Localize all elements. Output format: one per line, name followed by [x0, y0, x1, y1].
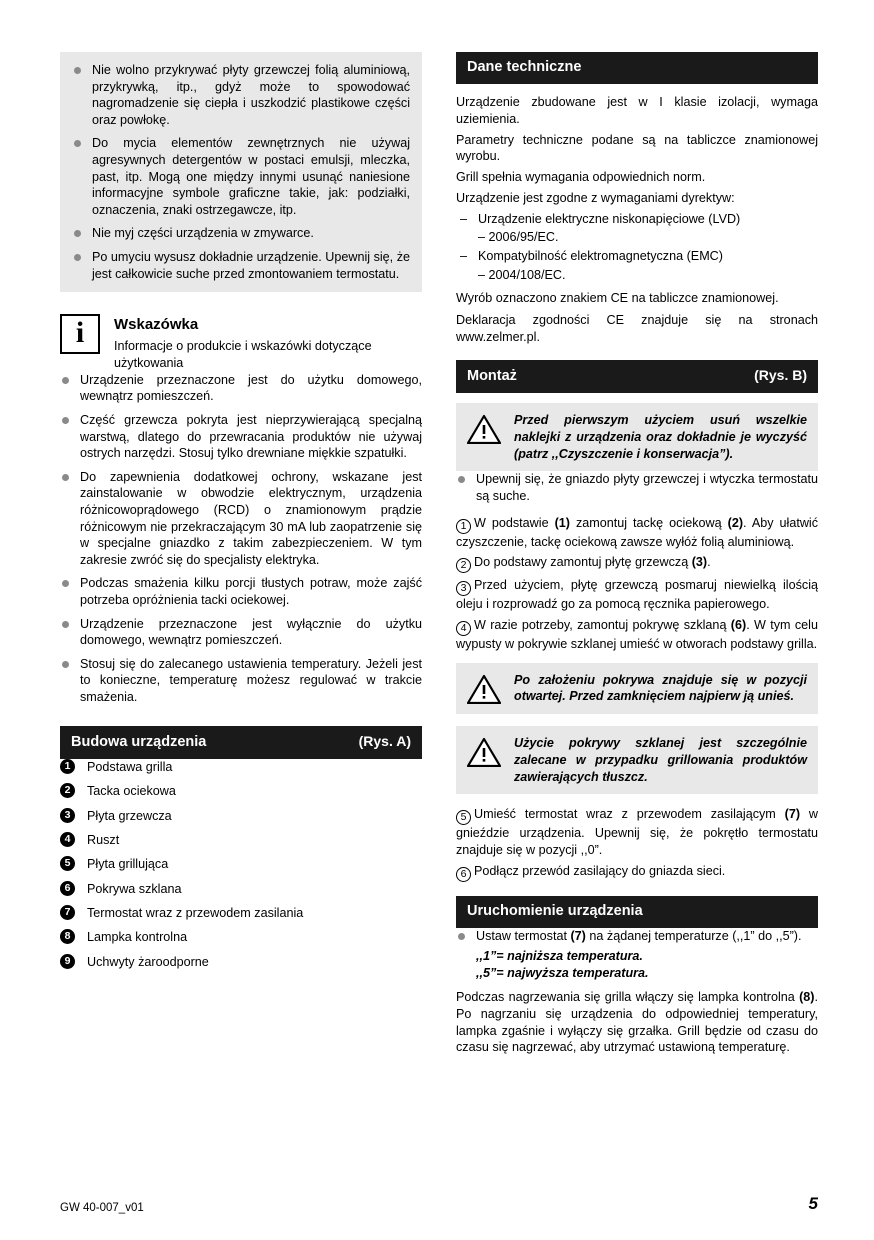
list-item: Nie myj części urządzenia w zmywarce. [72, 225, 410, 242]
page-number: 5 [808, 1194, 818, 1214]
tech-section-title: Dane techniczne [467, 59, 582, 75]
list-item [60, 832, 422, 848]
assembly-bullet-list [456, 471, 818, 504]
tech-section-body [456, 94, 818, 346]
assembly-section-header [456, 360, 818, 393]
list-item [60, 929, 422, 945]
page-footer [60, 1193, 818, 1216]
build-section-figure-ref: (Rys. A) [358, 732, 411, 749]
startup-section-title: Uruchomienie urządzenia [467, 902, 643, 919]
list-item: Do mycia elementów zewnętrznych nie używaj agresywnych detergentów w postaci emulsji, mleczka, past, itp. Mogą one między innymi usunąć naniesione informacyjne symbole graficzne takie, jak: podziałki, oznaczenia, znaki ostrzegawcze, itp. [72, 135, 410, 218]
assembly-steps [456, 515, 818, 653]
tech-paragraph: Deklaracja zgodności CE znajduje się na stronach www.zelmer.pl. [456, 313, 818, 345]
warning-glass-text: Użycie pokrywy szklanej jest szczególnie zalecane w przypadku grillowania produktów zawierających tłuszcz. [514, 736, 807, 784]
step-number: 1 [456, 519, 471, 534]
parts-list [60, 759, 422, 970]
safety-notes-list [72, 62, 410, 282]
list-item: Do zapewnienia dodatkowej ochrony, wskazane jest zainstalowanie w obwodzie elektrycznym, urządzenia różnicowoprądowego (RCD) o znamionowym prądzie różnicowym nie przekraczającym 30 mA lub zaopatrzenie się w specjalne gniazdko z takim zabezpieczeniem. W tym zakresie zwróć się do specjalisty elektryka. [60, 469, 422, 569]
list-item: Urządzenie przeznaczone jest wyłącznie do użytku domowego, wewnątrz pomieszczeń. [60, 616, 422, 649]
scale-high: ,,5”= najwyższa temperatura. [476, 965, 649, 980]
step-number: 3 [456, 581, 471, 596]
warning-first-use [467, 412, 807, 462]
step-text: Do podstawy zamontuj płytę grzewczą (3). [474, 555, 711, 570]
startup-bullet-text: Ustaw termostat (7) na żądanej temperaturze (,,1” do ,,5”). [476, 929, 802, 944]
list-item: – Urządzenie elektryczne niskonapięciowe (LVD) [456, 211, 818, 228]
tech-paragraph: Wyrób oznaczono znakiem CE na tabliczce znamionowej. [456, 290, 779, 305]
list-item [60, 881, 422, 897]
step-number: 4 [456, 621, 471, 636]
warning-first-use-box [456, 403, 818, 471]
list-item [60, 808, 422, 824]
list-item [60, 905, 422, 921]
directive-reference: – 2006/95/EC. [478, 230, 559, 245]
step-text: W podstawie (1) zamontuj tackę ociekową (2). Aby ułatwić czyszczenie, tackę ociekową zawsze wyłóż folią aluminiową. [456, 515, 819, 549]
warning-first-use-text: Przed pierwszym użyciem usuń wszelkie naklejki z urządzenia oraz dokładnie je wyczyść (patrz ,,Czyszczenie i konserwacja”). [514, 413, 807, 461]
startup-bullet-list [456, 928, 818, 981]
assembly-step [456, 806, 818, 858]
part-number: 3 [60, 808, 75, 823]
part-number: 5 [60, 856, 75, 871]
hint-title: Wskazówka [114, 316, 199, 334]
part-number: 8 [60, 929, 75, 944]
info-icon: i [60, 314, 100, 354]
part-label: Podstawa grilla [87, 759, 173, 774]
scale-low: ,,1”= najniższa temperatura. [476, 948, 643, 963]
warning-triangle-icon [467, 737, 501, 767]
tech-paragraph: Parametry techniczne podane są na tabliczce znamionowej wyrobu. [456, 132, 818, 164]
part-number: 4 [60, 832, 75, 847]
part-number: 1 [60, 759, 75, 774]
list-item [60, 783, 422, 799]
list-item: Podczas smażenia kilku porcji tłustych potraw, może zajść potrzeba opróżnienia tacki ociekowej. [60, 575, 422, 608]
list-item: Część grzewcza pokryta jest nieprzywierającą specjalną warstwą, dlatego do przewracania produktów nie używaj ostrych narzędzi. Stosuj tylko drewniane miękkie szpatułki. [60, 412, 422, 462]
two-column-layout [60, 52, 818, 1160]
warning-glass-box [456, 726, 818, 794]
tech-paragraph: Urządzenie jest zgodne z wymaganiami dyrektyw: [456, 190, 735, 205]
list-item [60, 954, 422, 970]
step-number: 6 [456, 867, 471, 882]
assembly-step [456, 617, 818, 653]
assembly-step [456, 577, 818, 613]
build-section-title: Budowa urządzenia [71, 733, 207, 750]
list-item: Urządzenie przeznaczone jest do użytku domowego, wewnątrz pomieszczeń. [60, 372, 422, 405]
directive-reference: – 2004/108/EC. [478, 267, 566, 282]
warning-glass [467, 735, 807, 785]
warning-cover-text: Po założeniu pokrywa znajduje się w pozycji otwartej. Przed zamknięciem najpierw ją unieś. [514, 672, 807, 704]
hint-body: Informacje o produkcie i wskazówki dotyczące użytkowania [114, 339, 372, 370]
part-label: Tacka ociekowa [87, 784, 176, 799]
part-number: 6 [60, 881, 75, 896]
warning-triangle-icon [467, 414, 501, 444]
directives-list [456, 211, 818, 228]
assembly-step [456, 515, 818, 551]
list-item: – Kompatybilność elektromagnetyczna (EMC) [456, 248, 818, 265]
part-number: 7 [60, 905, 75, 920]
part-label: Termostat wraz z przewodem zasilania [87, 906, 304, 921]
step-text: Podłącz przewód zasilający do gniazda sieci. [474, 863, 726, 878]
list-item [456, 928, 818, 981]
assembly-section-figure-ref: (Rys. B) [754, 366, 807, 383]
step-number: 2 [456, 558, 471, 573]
startup-closing-text: Podczas nagrzewania się grilla włączy się lampka kontrolna (8). Po nagrzaniu się urządzenia do odpowiedniej temperatury, lampka zgaśnie i wyłączy się grzałka. Grill będzie od czasu do czasu się nagrzewać, aby utrzymać ustawioną temperaturę. [456, 990, 818, 1055]
startup-section-header [456, 896, 818, 928]
tech-paragraph: Urządzenie zbudowane jest w I klasie izolacji, wymaga uziemienia. [456, 95, 818, 127]
tech-section-header [456, 52, 818, 84]
part-label: Lampka kontrolna [87, 930, 188, 945]
usage-notes-list [60, 372, 422, 706]
list-item [60, 759, 422, 775]
directives-list [456, 248, 818, 265]
part-number: 2 [60, 783, 75, 798]
step-text: W razie potrzeby, zamontuj pokrywę szklaną (6). W tym celu wypusty w pokrywie szklanej umieść w otworach podstawy grilla. [456, 618, 818, 651]
build-section-header [60, 726, 422, 759]
part-label: Płyta grzewcza [87, 808, 172, 823]
warning-cover-box [456, 663, 818, 714]
step-text: Przed użyciem, płytę grzewczą posmaruj niewielką ilością oleju i rozprowadź go za pomocą ręcznika papierowego. [456, 578, 818, 612]
part-label: Płyta grillująca [87, 857, 169, 872]
step-number: 5 [456, 810, 471, 825]
list-item: Po umyciu wysusz dokładnie urządzenie. Upewnij się, że jest całkowicie suche przed zmontowaniem termostatu. [72, 249, 410, 282]
document-code: GW 40-007_v01 [60, 1201, 144, 1214]
warning-cover [467, 672, 807, 705]
hint-text [114, 314, 422, 371]
warning-triangle-icon [467, 674, 501, 704]
assembly-step [456, 863, 818, 882]
part-label: Pokrywa szklana [87, 881, 182, 896]
assembly-steps-2 [456, 806, 818, 881]
part-label: Ruszt [87, 833, 120, 848]
part-number: 9 [60, 954, 75, 969]
list-item: Stosuj się do zalecanego ustawienia temperatury. Jeżeli jest to konieczne, temperaturę możesz regulować w trakcie smażenia. [60, 656, 422, 706]
part-label: Uchwyty żaroodporne [87, 954, 209, 969]
right-column [456, 52, 818, 1160]
assembly-section-title: Montaż [467, 367, 517, 384]
hint-block [60, 314, 422, 371]
tech-paragraph: Grill spełnia wymagania odpowiednich norm. [456, 170, 706, 185]
assembly-step [456, 554, 818, 573]
left-column [60, 52, 422, 1160]
list-item: Nie wolno przykrywać płyty grzewczej folią aluminiową, przykrywką, itp., gdyż może to spowodować nagromadzenie się ciepła i uszkodzić plastikowe części oraz powłokę. [72, 62, 410, 128]
safety-notes-box [60, 52, 422, 292]
step-text: Umieść termostat wraz z przewodem zasilającym (7) w gnieździe urządzenia. Upewnij się, że pokrętło termostatu znajduje się w pozycji ,,0”. [456, 807, 818, 858]
list-item: Upewnij się, że gniazdo płyty grzewczej i wtyczka termostatu są suche. [456, 471, 818, 504]
list-item [60, 856, 422, 872]
